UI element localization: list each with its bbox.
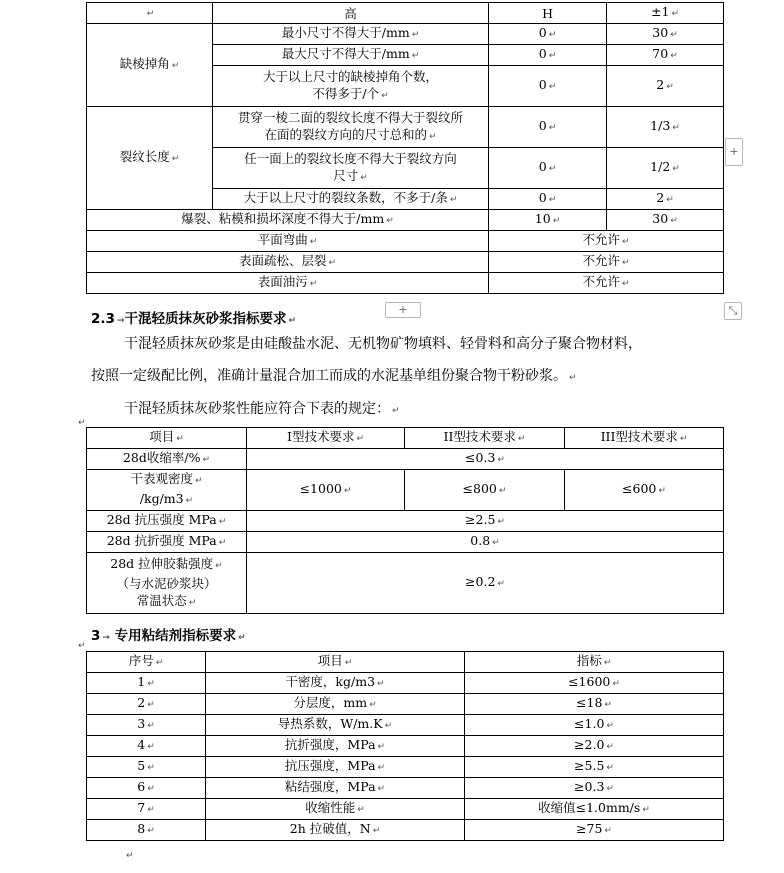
table-cell[interactable]: ≥2.5 ↵ <box>247 511 724 532</box>
table-cell[interactable]: 28d 拉伸胶黏强度 ↵ （与水泥砂浆块） 常温状态 ↵ <box>87 553 247 614</box>
defect-table <box>86 2 724 294</box>
table-row <box>87 778 724 799</box>
table-row <box>87 715 724 736</box>
header-cell[interactable]: III型技术要求 ↵ <box>565 428 724 449</box>
table-resize-handle[interactable]: ⤡ <box>724 302 742 320</box>
table-cell[interactable]: 收缩性能 ↵ <box>206 799 465 820</box>
table-cell[interactable]: 导热系数，W/m.K ↵ <box>206 715 465 736</box>
table-row <box>87 273 724 294</box>
paragraph-mark: ↵ <box>78 641 86 651</box>
table-cell[interactable]: 干表观密度 ↵ /kg/m3 ↵ <box>87 470 247 511</box>
table-cell[interactable]: 高 <box>213 3 489 24</box>
table-cell[interactable]: 5 ↵ <box>87 757 206 778</box>
table-row <box>87 107 724 148</box>
table-cell[interactable]: 1/3 ↵ <box>607 107 724 148</box>
table-cell[interactable]: ≤1000 ↵ <box>247 470 405 511</box>
table-cell[interactable]: 干密度，kg/m3 ↵ <box>206 673 465 694</box>
table-row <box>87 736 724 757</box>
section-heading-2-3: 2.3 →干混轻质抹灰砂浆指标要求 ↵ <box>91 311 297 327</box>
mortar-spec-table <box>86 427 724 614</box>
table-cell[interactable]: 0 ↵ <box>489 66 607 107</box>
table-cell[interactable]: 2 ↵ <box>607 189 724 210</box>
table-cell[interactable]: 28d 抗折强度 MPa ↵ <box>87 532 247 553</box>
table-cell[interactable]: 爆裂、粘模和损坏深度不得大于/mm ↵ <box>87 210 489 231</box>
table-row <box>87 252 724 273</box>
table-row <box>87 820 724 841</box>
table-cell[interactable]: 0 ↵ <box>489 148 607 189</box>
table-cell[interactable]: ≥0.2 ↵ <box>247 553 724 614</box>
table-cell[interactable]: 70 ↵ <box>607 45 724 66</box>
header-cell[interactable]: 指标 ↵ <box>465 652 724 673</box>
table-cell[interactable]: ≥75 ↵ <box>465 820 724 841</box>
table-cell[interactable]: 2 ↵ <box>87 694 206 715</box>
table-cell[interactable]: 2h 拉破值，N ↵ <box>206 820 465 841</box>
table-row <box>87 799 724 820</box>
table-row <box>87 470 724 511</box>
table-row <box>87 24 724 45</box>
table-row <box>87 231 724 252</box>
table-row <box>87 694 724 715</box>
table-cell[interactable]: 0 ↵ <box>489 189 607 210</box>
table-cell[interactable]: 3 ↵ <box>87 715 206 736</box>
table-row <box>87 532 724 553</box>
table-cell[interactable]: ±1 ↵ <box>607 3 724 24</box>
table-row <box>87 210 724 231</box>
adhesive-spec-table <box>86 651 724 841</box>
group-cell[interactable]: 裂纹长度 ↵ <box>87 107 213 210</box>
table-cell[interactable]: 不允许 ↵ <box>489 252 724 273</box>
table-row <box>87 3 724 24</box>
header-cell[interactable]: 项目 ↵ <box>206 652 465 673</box>
table-header-row <box>87 652 724 673</box>
table-cell[interactable]: 大于以上尺寸的缺棱掉角个数， 不得多于/个 ↵ <box>213 66 489 107</box>
paragraph-table-note: 干混轻质抹灰砂浆性能应符合下表的规定： ↵ <box>124 401 400 417</box>
paragraph-intro: 干混轻质抹灰砂浆是由硅酸盐水泥、无机物矿物填料、轻骨料和高分子聚合物材料， <box>124 336 642 352</box>
table-row <box>87 757 724 778</box>
table-cell[interactable]: 收缩值≤1.0mm/s ↵ <box>465 799 724 820</box>
table-cell[interactable]: 表面油污 ↵ <box>87 273 489 294</box>
add-column-button[interactable]: + <box>725 138 743 166</box>
table-cell[interactable]: 1 ↵ <box>87 673 206 694</box>
table-cell[interactable]: 抗压强度，MPa ↵ <box>206 757 465 778</box>
table-cell[interactable]: 0 ↵ <box>489 24 607 45</box>
table-cell[interactable]: ≥2.0 ↵ <box>465 736 724 757</box>
table-cell[interactable]: 0.8 ↵ <box>247 532 724 553</box>
table-cell[interactable]: 1/2 ↵ <box>607 148 724 189</box>
table-cell[interactable]: 10 ↵ <box>489 210 607 231</box>
table-cell[interactable]: 0 ↵ <box>489 107 607 148</box>
table-header-row <box>87 428 724 449</box>
table-cell[interactable]: 不允许 ↵ <box>489 273 724 294</box>
table-cell[interactable]: ≤1.0 ↵ <box>465 715 724 736</box>
table-cell[interactable]: ↵ <box>87 3 213 24</box>
table-cell[interactable]: 表面疏松、层裂 ↵ <box>87 252 489 273</box>
table-cell[interactable]: 28d 抗压强度 MPa ↵ <box>87 511 247 532</box>
table-cell[interactable]: ≥0.3 ↵ <box>465 778 724 799</box>
table-cell[interactable]: ≤1600 ↵ <box>465 673 724 694</box>
paragraph-mark: ↵ <box>78 418 86 428</box>
section-heading-3: 3 → 专用粘结剂指标要求 ↵ <box>91 628 246 644</box>
table-cell[interactable]: 2 ↵ <box>607 66 724 107</box>
table-cell[interactable]: 7 ↵ <box>87 799 206 820</box>
table-row <box>87 511 724 532</box>
header-cell[interactable]: 序号 ↵ <box>87 652 206 673</box>
table-cell[interactable]: ≤18 ↵ <box>465 694 724 715</box>
table-cell[interactable]: ≤0.3 ↵ <box>247 449 724 470</box>
table-cell[interactable]: 任一面上的裂纹长度不得大于裂纹方向 尺寸 ↵ <box>213 148 489 189</box>
add-row-button[interactable]: + <box>385 302 421 318</box>
table-cell[interactable]: 抗折强度，MPa ↵ <box>206 736 465 757</box>
paragraph-intro-cont: 按照一定级配比例，准确计量混合加工而成的水泥基单组份聚合物干粉砂浆。 ↵ <box>91 368 577 384</box>
table-cell[interactable]: 不允许 ↵ <box>489 231 724 252</box>
table-row <box>87 673 724 694</box>
table-cell[interactable]: 30 ↵ <box>607 210 724 231</box>
table-cell[interactable]: 28d收缩率/% ↵ <box>87 449 247 470</box>
table-cell[interactable]: ≤800 ↵ <box>405 470 565 511</box>
table-cell[interactable]: 6 ↵ <box>87 778 206 799</box>
header-cell[interactable]: II型技术要求 ↵ <box>405 428 565 449</box>
table-cell[interactable]: 4 ↵ <box>87 736 206 757</box>
table-cell[interactable]: 大于以上尺寸的裂纹条数，不多于/条 ↵ <box>213 189 489 210</box>
header-cell[interactable]: I型技术要求 ↵ <box>247 428 405 449</box>
table-cell[interactable]: 最大尺寸不得大于/mm ↵ <box>213 45 489 66</box>
table-cell[interactable]: 平面弯曲 ↵ <box>87 231 489 252</box>
table-cell[interactable]: 分层度，mm ↵ <box>206 694 465 715</box>
table-cell[interactable]: ≥5.5 ↵ <box>465 757 724 778</box>
table-cell[interactable]: ≤600 ↵ <box>565 470 724 511</box>
table-row <box>87 553 724 614</box>
header-cell[interactable]: 项目 ↵ <box>87 428 247 449</box>
table-cell[interactable]: 0 ↵ <box>489 45 607 66</box>
table-cell[interactable]: 8 ↵ <box>87 820 206 841</box>
table-cell[interactable]: 粘结强度，MPa ↵ <box>206 778 465 799</box>
table-cell[interactable]: 最小尺寸不得大于/mm ↵ <box>213 24 489 45</box>
group-cell[interactable]: 缺棱掉角 ↵ <box>87 24 213 107</box>
table-cell[interactable]: H <box>489 3 607 24</box>
table-cell[interactable]: 30 ↵ <box>607 24 724 45</box>
paragraph-mark: ↵ <box>126 851 134 861</box>
table-cell[interactable]: 贯穿一棱二面的裂纹长度不得大于裂纹所 在面的裂纹方向的尺寸总和的 ↵ <box>213 107 489 148</box>
table-row <box>87 449 724 470</box>
